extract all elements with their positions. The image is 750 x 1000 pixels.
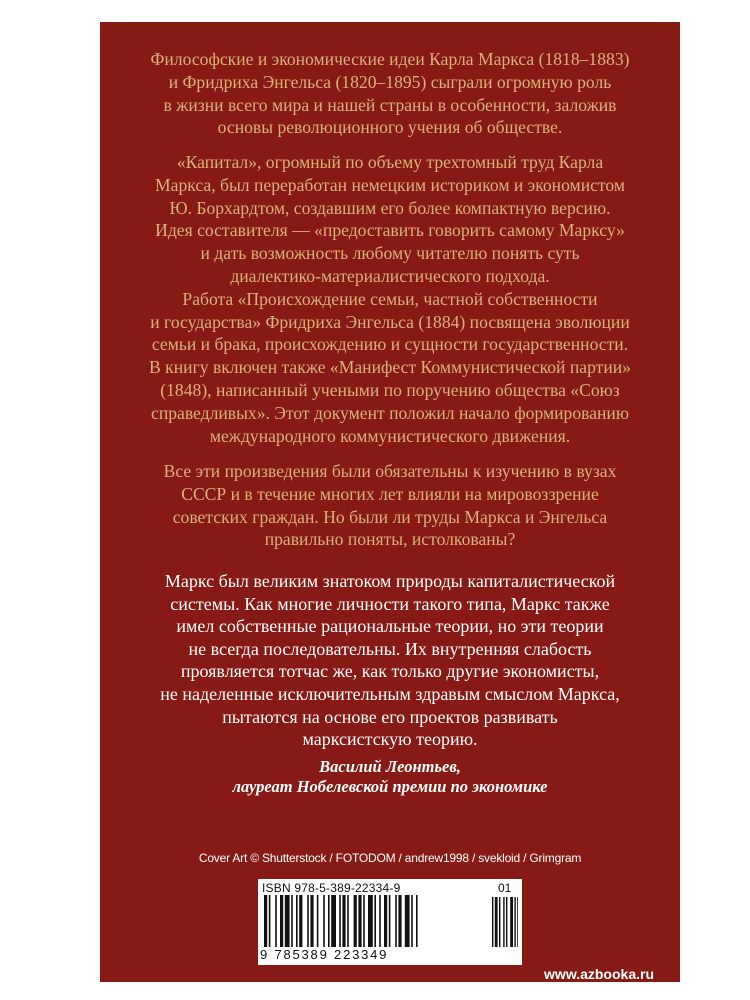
barcode-bars [264,895,518,949]
text-line: (1848), написанный учеными по поручению общества «Союз [160,379,620,400]
text-line: не всегда последовательны. Их внутренняя слабость [188,638,592,659]
text-line: основы революционного учения об обществе. [217,117,563,138]
text-line: марксистскую теорию. [302,729,478,750]
author-name: Василий Леонтьев, [319,757,461,776]
text-line: системы. Как многие личности такого типа, Маркс также [170,593,610,614]
text-line: «Капитал», огромный по объему трехтомный труд Карла [176,152,604,172]
ussr-paragraph [100,460,680,551]
text-line: и государства» Фридриха Энгельса (1884) посвящена эволюции [150,311,630,332]
text-line: Работа «Происхождение семьи, частной собственности [182,288,598,309]
text-line: проявляется тотчас же, как только другие экономисты, [180,661,600,682]
text-line: В книгу включен также «Манифест Коммунистической партии» [149,357,631,378]
text-line: справедливых». Этот документ положил начало формированию [151,402,629,423]
back-cover [100,22,680,982]
text-line: семьи и брака, происхождению и сущности государственности. [151,334,629,355]
text-line: правильно поняты, истолкованы? [264,529,516,550]
text-line: диалектико-материалистического подхода. [230,265,550,286]
text-line: Все эти произведения были обязательны к изучению в вузах [163,461,617,481]
text-line: и Фридриха Энгельса (1820–1895) сыграли огромную роль [168,71,612,92]
text-line: Идея составителя — «предоставить говорить самому Марксу» [155,220,625,241]
text-line: не наделенные исключительным здравым смыслом Маркса, [160,683,620,704]
text-line: и дать возможность любому читателю понять суть [200,243,580,264]
text-line: советских граждан. Но были ли труды Маркса и Энгельса [172,506,608,527]
author-title: лауреат Нобелевской премии по экономике [232,777,548,797]
works-paragraph [100,151,680,447]
ean-digits: 9 785389 223349 [260,947,389,962]
text-line: в жизни всего мира и нашей страны в особенности, заложив [163,94,617,115]
publisher-website: www.azbooka.ru [544,966,654,982]
barcode-box [258,879,522,965]
text-line: СССР и в течение многих лет влияли на мировоззрение [181,483,599,504]
text-line: международного коммунистического движения. [209,425,571,446]
isbn-label: ISBN 978-5-389-22334-9 [262,881,401,895]
text-line: Маркса, был переработан немецким историком и экономистом [155,174,625,195]
price-addon-label: 01 [498,881,512,895]
text-line: Ю. Борхардтом, создавшим его более компактную версию. [169,197,611,218]
cover-art-credits: Cover Art © Shutterstock / FOTODOM / andrew1998 / svekloid / Grimgram [198,851,582,865]
intro-paragraph [100,48,680,139]
text-line: имел собственные рациональные теории, но эти теории [176,616,604,637]
leontief-quote [100,570,680,751]
quote-attribution [100,757,680,798]
text-line: Философские и экономические идеи Карла Маркса (1818–1883) [150,49,630,69]
text-line: Маркс был великим знатоком природы капиталистической [164,571,616,591]
text-line: пытаются на основе его проектов развивать [222,706,558,727]
